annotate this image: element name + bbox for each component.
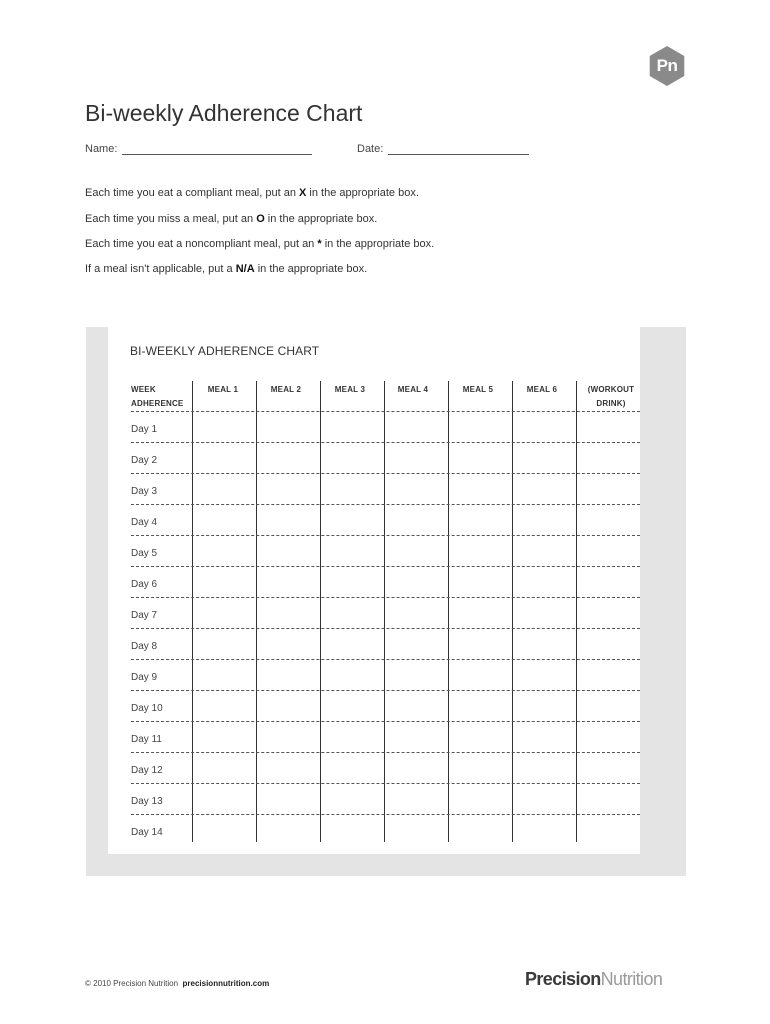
column-header: MEAL 1	[207, 385, 239, 394]
grid-row-divider	[131, 535, 640, 536]
page-title: Bi-weekly Adherence Chart	[85, 100, 363, 126]
grid-row-divider	[131, 690, 640, 691]
adherence-cell[interactable]	[257, 723, 319, 750]
column-header: MEAL 4	[397, 385, 429, 394]
adherence-cell[interactable]	[449, 816, 511, 843]
column-header: MEAL 5	[462, 385, 494, 394]
adherence-cell[interactable]	[513, 785, 575, 812]
day-row-label: Day 2	[131, 455, 158, 466]
name-label: Name:	[85, 143, 118, 155]
adherence-cell[interactable]	[385, 475, 447, 502]
grid-row-divider	[131, 783, 640, 784]
adherence-cell[interactable]	[321, 444, 383, 471]
adherence-cell[interactable]	[577, 599, 639, 626]
adherence-cell[interactable]	[385, 599, 447, 626]
adherence-cell[interactable]	[577, 723, 639, 750]
instruction-text: in the appropriate box.	[254, 263, 368, 275]
day-row-label: Day 3	[131, 486, 158, 497]
grid-row-divider	[131, 597, 640, 598]
instruction-text: Each time you eat a compliant meal, put an	[85, 187, 300, 199]
adherence-cell[interactable]	[385, 723, 447, 750]
adherence-cell[interactable]	[193, 475, 255, 502]
adherence-cell[interactable]	[385, 413, 447, 440]
day-row-label: Day 8	[131, 641, 158, 652]
adherence-cell[interactable]	[449, 785, 511, 812]
adherence-cell[interactable]	[193, 413, 255, 440]
adherence-cell[interactable]	[513, 661, 575, 688]
brand-word-precision: Precision	[525, 969, 601, 989]
adherence-cell[interactable]	[257, 444, 319, 471]
day-row-label: Day 11	[131, 734, 162, 745]
instruction-text: Each time you miss a meal, put an	[85, 213, 257, 225]
adherence-cell[interactable]	[193, 723, 255, 750]
adherence-cell[interactable]	[577, 568, 639, 595]
adherence-cell[interactable]	[449, 599, 511, 626]
adherence-cell[interactable]	[513, 506, 575, 533]
column-header: (WORKOUT DRINK)	[587, 385, 635, 408]
adherence-cell[interactable]	[321, 630, 383, 657]
adherence-cell[interactable]	[577, 754, 639, 781]
adherence-cell[interactable]	[257, 568, 319, 595]
instruction-line	[85, 238, 434, 250]
adherence-cell[interactable]	[257, 413, 319, 440]
grid-row-divider	[131, 473, 640, 474]
instruction-line	[85, 213, 377, 225]
adherence-cell[interactable]	[449, 692, 511, 719]
instruction-symbol: N/A	[235, 263, 255, 275]
grid-row-divider	[131, 659, 640, 660]
day-row-label: Day 9	[131, 672, 158, 683]
adherence-cell[interactable]	[449, 537, 511, 564]
adherence-cell[interactable]	[449, 568, 511, 595]
adherence-cell[interactable]	[193, 506, 255, 533]
adherence-cell[interactable]	[449, 413, 511, 440]
instruction-line	[85, 187, 419, 199]
name-input-line[interactable]	[122, 141, 312, 155]
website-link[interactable]: precisionnutrition.com	[182, 979, 270, 988]
column-header: MEAL 3	[334, 385, 366, 394]
adherence-cell[interactable]	[449, 475, 511, 502]
adherence-cell[interactable]	[193, 537, 255, 564]
adherence-cell[interactable]	[257, 506, 319, 533]
day-row-label: Day 5	[131, 548, 158, 559]
day-row-label: Day 12	[131, 765, 163, 776]
adherence-cell[interactable]	[385, 506, 447, 533]
precision-nutrition-logo	[646, 45, 688, 87]
adherence-cell[interactable]	[577, 692, 639, 719]
chart-title: BI-WEEKLY ADHERENCE CHART	[130, 344, 320, 358]
adherence-cell[interactable]	[321, 692, 383, 719]
adherence-cell[interactable]	[321, 661, 383, 688]
chart-panel	[86, 327, 686, 876]
adherence-cell[interactable]	[577, 785, 639, 812]
day-row-label: Day 7	[131, 610, 158, 621]
adherence-cell[interactable]	[321, 723, 383, 750]
adherence-cell[interactable]	[385, 785, 447, 812]
column-header-week-adherence: WEEK ADHERENCE	[131, 385, 184, 408]
instruction-text: If a meal isn't applicable, put a	[85, 263, 236, 275]
adherence-cell[interactable]	[385, 816, 447, 843]
date-label: Date:	[357, 143, 384, 155]
adherence-cell[interactable]	[449, 723, 511, 750]
adherence-cell[interactable]	[257, 599, 319, 626]
day-row-label: Day 10	[131, 703, 163, 714]
day-row-label: Day 6	[131, 579, 158, 590]
adherence-cell[interactable]	[257, 754, 319, 781]
adherence-cell[interactable]	[321, 568, 383, 595]
adherence-cell[interactable]	[257, 475, 319, 502]
adherence-cell[interactable]	[513, 444, 575, 471]
adherence-cell[interactable]	[449, 444, 511, 471]
adherence-cell[interactable]	[321, 785, 383, 812]
column-header: MEAL 2	[270, 385, 302, 394]
adherence-cell[interactable]	[193, 599, 255, 626]
column-header: MEAL 6	[526, 385, 558, 394]
grid-row-divider	[131, 442, 640, 443]
chart-sheet	[108, 327, 640, 854]
adherence-cell[interactable]	[385, 692, 447, 719]
adherence-cell[interactable]	[385, 630, 447, 657]
adherence-cell[interactable]	[577, 816, 639, 843]
adherence-cell[interactable]	[257, 661, 319, 688]
adherence-cell[interactable]	[577, 537, 639, 564]
adherence-cell[interactable]	[193, 630, 255, 657]
adherence-cell[interactable]	[577, 444, 639, 471]
grid-row-divider	[131, 721, 640, 722]
grid-row-divider	[131, 752, 640, 753]
name-field[interactable]	[85, 141, 312, 155]
adherence-cell[interactable]	[449, 661, 511, 688]
grid-row-divider	[131, 411, 640, 412]
instruction-text: in the appropriate box.	[306, 187, 419, 199]
grid-row-divider	[131, 566, 640, 567]
adherence-cell[interactable]	[513, 630, 575, 657]
brand-word-nutrition: Nutrition	[600, 969, 663, 989]
adherence-cell[interactable]	[577, 506, 639, 533]
grid-row-divider	[131, 504, 640, 505]
adherence-cell[interactable]	[321, 754, 383, 781]
adherence-cell[interactable]	[193, 692, 255, 719]
footer-copyright	[85, 979, 269, 988]
adherence-cell[interactable]	[193, 444, 255, 471]
adherence-cell[interactable]	[321, 506, 383, 533]
adherence-cell[interactable]	[321, 413, 383, 440]
day-row-label: Day 14	[131, 827, 163, 838]
adherence-cell[interactable]	[193, 568, 255, 595]
adherence-cell[interactable]	[257, 537, 319, 564]
date-input-line[interactable]	[388, 141, 529, 155]
adherence-cell[interactable]	[513, 754, 575, 781]
adherence-cell[interactable]	[513, 537, 575, 564]
adherence-cell[interactable]	[257, 785, 319, 812]
logo-text: Pn	[656, 56, 678, 75]
instruction-text: Each time you eat a noncompliant meal, put an	[85, 238, 318, 250]
adherence-cell[interactable]	[577, 630, 639, 657]
adherence-cell[interactable]	[449, 630, 511, 657]
instruction-text: in the appropriate box.	[321, 238, 435, 250]
adherence-cell[interactable]	[449, 506, 511, 533]
day-row-label: Day 1	[131, 424, 158, 435]
instruction-text: in the appropriate box.	[264, 213, 378, 225]
adherence-cell[interactable]	[321, 475, 383, 502]
adherence-cell[interactable]	[257, 630, 319, 657]
instruction-symbol: O	[256, 213, 265, 225]
day-row-label: Day 13	[131, 796, 163, 807]
adherence-cell[interactable]	[193, 816, 255, 843]
adherence-cell[interactable]	[513, 723, 575, 750]
grid-row-divider	[131, 814, 640, 815]
adherence-cell[interactable]	[385, 754, 447, 781]
adherence-cell[interactable]	[193, 661, 255, 688]
adherence-cell[interactable]	[513, 568, 575, 595]
grid-row-divider	[131, 628, 640, 629]
adherence-cell[interactable]	[513, 692, 575, 719]
adherence-cell[interactable]	[513, 475, 575, 502]
adherence-cell[interactable]	[577, 413, 639, 440]
adherence-cell[interactable]	[321, 599, 383, 626]
adherence-cell[interactable]	[257, 692, 319, 719]
adherence-cell[interactable]	[257, 816, 319, 843]
instruction-symbol: X	[299, 187, 307, 199]
adherence-cell[interactable]	[321, 537, 383, 564]
adherence-cell[interactable]	[513, 816, 575, 843]
date-field[interactable]	[357, 141, 529, 155]
adherence-cell[interactable]	[193, 785, 255, 812]
adherence-cell[interactable]	[193, 754, 255, 781]
adherence-cell[interactable]	[513, 599, 575, 626]
adherence-cell[interactable]	[321, 816, 383, 843]
instruction-line	[85, 263, 367, 275]
adherence-cell[interactable]	[385, 537, 447, 564]
adherence-cell[interactable]	[577, 475, 639, 502]
adherence-cell[interactable]	[385, 568, 447, 595]
adherence-cell[interactable]	[577, 661, 639, 688]
adherence-cell[interactable]	[513, 413, 575, 440]
day-row-label: Day 4	[131, 517, 158, 528]
copyright-text: © 2010 Precision Nutrition	[85, 979, 179, 988]
brand-wordmark	[525, 969, 662, 990]
adherence-cell[interactable]	[449, 754, 511, 781]
instruction-symbol: *	[317, 238, 322, 250]
adherence-cell[interactable]	[385, 661, 447, 688]
adherence-cell[interactable]	[385, 444, 447, 471]
